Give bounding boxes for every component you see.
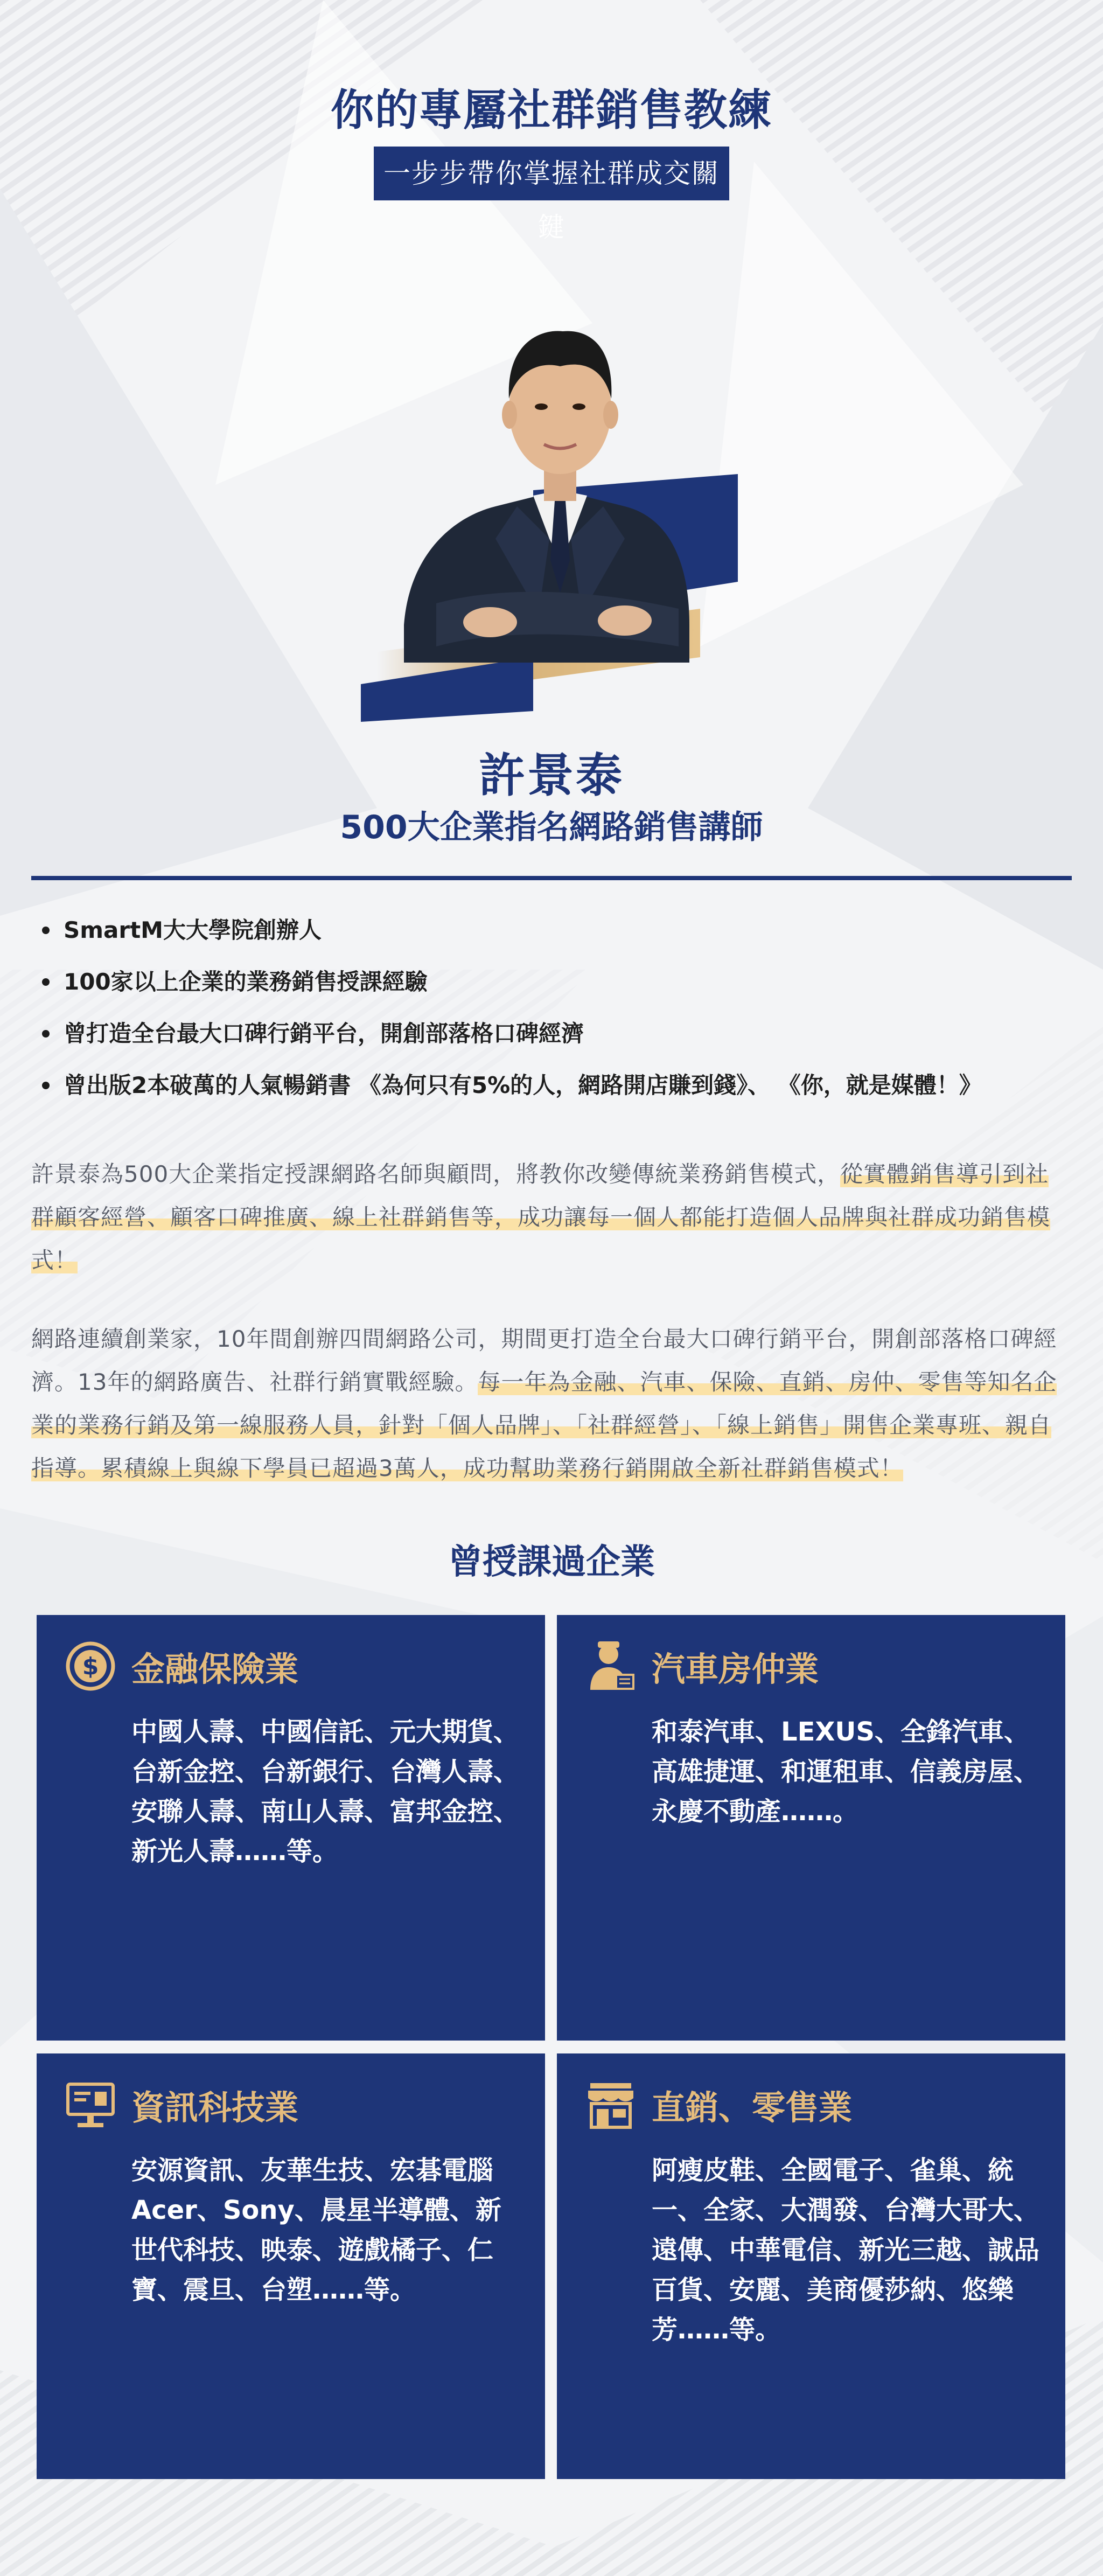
card-body: 中國人壽、中國信託、元大期貨、台新金控、台新銀行、台灣人壽、安聯人壽、南山人壽、富邦金控、新光人壽……等。 — [131, 1717, 520, 1867]
highlight-item: SmartM大大學院創辦人 — [39, 916, 1078, 967]
card-title: 直銷、零售業 — [652, 2087, 853, 2127]
hero-subtitle-banner: 一步步帶你掌握社群成交關鍵 — [374, 147, 729, 200]
bio-paragraph-1 — [31, 1153, 1072, 1282]
card-header — [65, 2075, 298, 2134]
bio-paragraph-2 — [31, 1318, 1072, 1490]
bio-text: 網路連續創業家，10年間創辦四間網路公司，期間更打造全台最大口碑行銷平台，開創部落格口碑經濟。13年的網路廣告、社群行銷實戰經驗。 — [31, 1326, 1057, 1395]
client-card-finance — [37, 1615, 545, 2041]
client-card-tech — [37, 2053, 545, 2479]
card-title: 資訊科技業 — [131, 2087, 299, 2127]
hero-title: 你的專屬社群銷售教練 — [331, 85, 772, 135]
card-header — [65, 1637, 298, 1696]
highlight-item: 100家以上企業的業務銷售授課經驗 — [39, 967, 1078, 1019]
agent-person-icon — [585, 1640, 637, 1692]
bio-highlight: 每一年為金融、汽車、保險、直銷、房仲、零售等知名企業的業務行銷及第一線服務人員，針對「個人品牌」、「社群經營」、「線上銷售」開售企業專班、親自指導。累積線上與線下學員已超過3萬人，成功幫助業務行銷開啟全新社群銷售模式！ — [31, 1369, 1057, 1481]
card-title: 金融保險業 — [131, 1649, 299, 1689]
highlight-item: 曾出版2本破萬的人氣暢銷書 《為何只有5%的人，網路開店賺到錢》、 《你，就是媒體！》 — [39, 1071, 1078, 1123]
dollar-coin-icon — [65, 1640, 116, 1692]
card-title: 汽車房仲業 — [652, 1649, 819, 1689]
client-card-retail — [557, 2053, 1065, 2479]
instructor-role: 500大企業指名網路銷售講師 — [340, 809, 763, 846]
highlights-list — [39, 916, 1078, 1123]
computer-monitor-icon — [65, 2079, 116, 2131]
client-card-auto-realty — [557, 1615, 1065, 2041]
card-header — [585, 2075, 852, 2134]
card-body: 和泰汽車、LEXUS、全鋒汽車、高雄捷運、和運租車、信義房屋、永慶不動產……。 — [652, 1717, 1040, 1827]
instructor-portrait — [355, 237, 765, 722]
card-body: 安源資訊、友華生技、宏碁電腦Acer、Sony、晨星半導體、新世代科技、映泰、遊戲橘子、仁寶、震旦、台塑……等。 — [131, 2155, 501, 2305]
highlight-item: 曾打造全台最大口碑行銷平台，開創部落格口碑經濟 — [39, 1019, 1078, 1071]
card-body: 阿瘦皮鞋、全國電子、雀巢、統一、全家、大潤發、台灣大哥大、遠傳、中華電信、新光三越、誠品百貨、安麗、美商優莎納、悠樂芳……等。 — [652, 2155, 1040, 2345]
instructor-name: 許景泰 — [479, 748, 624, 803]
bio-text: 許景泰為500大企業指定授課網路名師與顧問，將教你改變傳統業務銷售模式， — [31, 1161, 841, 1187]
storefront-icon — [585, 2079, 637, 2131]
bio-highlight: 從實體銷售導引到社群顧客經營、顧客口碑推廣、線上社群銷售等，成功讓每一個人都能打造個人品牌與社群成功銷售模式！ — [31, 1161, 1051, 1273]
card-header — [585, 1637, 819, 1696]
svg-text:$: $ — [82, 1653, 99, 1680]
section-divider — [31, 876, 1072, 880]
clients-section-title: 曾授課過企業 — [448, 1542, 655, 1582]
